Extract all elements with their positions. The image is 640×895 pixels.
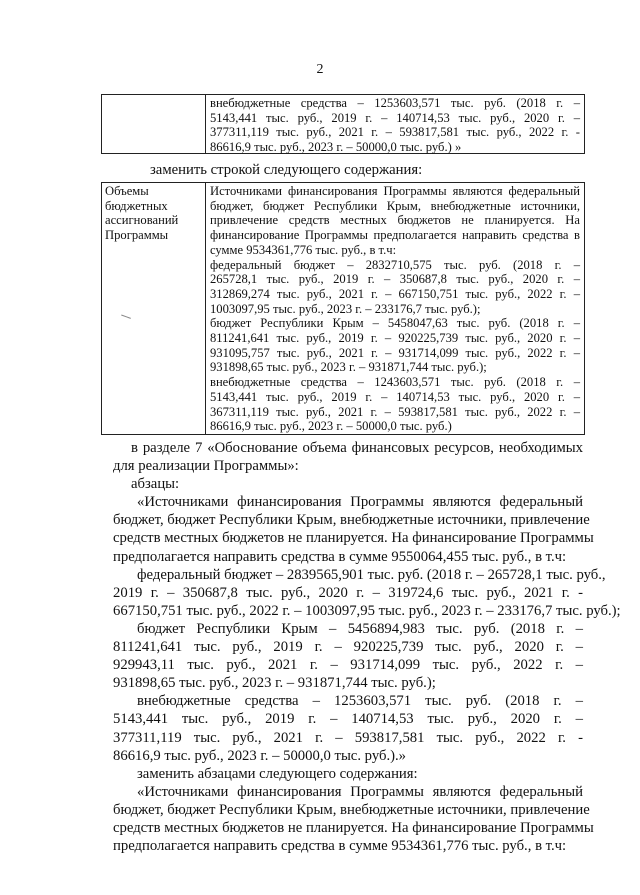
body-line: для реализации Программы»: — [113, 458, 299, 475]
table2-line: 312869,274 тыс. руб., 2021 г. – 667150,751 тыс. руб., 2022 г. – — [210, 286, 580, 301]
body-line: предполагается направить средства в сумме 9534361,776 тыс. руб., в т.ч: — [113, 838, 567, 855]
body-line: 929943,11 тыс. руб., 2021 г. – 931714,099 тыс. руб., 2022 г. – — [113, 657, 583, 674]
table2-line: 811241,641 тыс. руб., 2019 г. – 920225,739 тыс. руб., 2020 г. – — [210, 331, 580, 346]
table2-line: внебюджетные средства – 1243603,571 тыс. руб. (2018 г. – — [210, 375, 580, 390]
table1-line-text: 86616,9 тыс. руб., 2023 г. – 50000,0 тыс. руб.) — [210, 140, 452, 155]
table2-left-line: Программы — [105, 228, 169, 243]
table2-left-cell — [102, 183, 206, 434]
table2-line: бюджет Республики Крым – 5458047,63 тыс. руб. (2018 г. – — [210, 316, 580, 331]
body-line: 5143,441 тыс. руб., 2019 г. – 140714,53 тыс. руб., 2020 г. – — [113, 711, 583, 728]
table1-right-cell — [206, 95, 584, 153]
table2-left-line: бюджетных — [105, 198, 168, 213]
closing-quote: » — [454, 140, 462, 155]
body-line: 811241,641 тыс. руб., 2019 г. – 920225,739 тыс. руб., 2020 г. – — [113, 639, 583, 656]
table2-left-line: Объемы — [105, 184, 149, 198]
body-line: предполагается направить средства в сумме 9550064,455 тыс. руб., в т.ч: — [113, 548, 567, 565]
body-line: абзацы: — [131, 476, 180, 493]
body-line: «Источниками финансирования Программы являются федеральный — [137, 494, 583, 511]
body-line: «Источниками финансирования Программы являются федеральный — [137, 783, 583, 800]
table2-line: 367311,119 тыс. руб., 2021 г. – 593817,581 тыс. руб., 2022 г. – — [210, 404, 580, 419]
previous-table-row — [101, 94, 585, 154]
body-line: бюджет, бюджет Республики Крым, внебюджетные источники, привлечение — [113, 801, 590, 818]
table1-left-cell — [102, 95, 206, 153]
table1-line-last — [210, 140, 580, 155]
table1-line: 377311,119 тыс. руб., 2021 г. – 593817,581 тыс. руб., 2022 г. - — [210, 125, 580, 140]
replace-row-instruction: заменить строкой следующего содержания: — [150, 162, 423, 178]
body-line: 667150,751 тыс. руб., 2022 г. – 1003097,95 тыс. руб., 2023 г. – 233176,7 тыс. руб.); — [113, 602, 621, 619]
body-line: внебюджетные средства – 1253603,571 тыс. руб. (2018 г. – — [137, 693, 583, 710]
table2-line: финансирование Программы предполагается направить средства в — [210, 228, 580, 243]
body-line: в разделе 7 «Обоснование объема финансовых ресурсов, необходимых — [131, 440, 583, 456]
body-line: 86616,9 тыс. руб., 2023 г. – 50000,0 тыс. руб.).» — [113, 747, 407, 764]
table1-line: 5143,441 тыс. руб., 2019 г. – 140714,53 тыс. руб., 2020 г. – — [210, 110, 580, 125]
body-line: 931898,65 тыс. руб., 2023 г. – 931871,744 тыс. руб.); — [113, 675, 436, 692]
table2-line: 5143,441 тыс. руб., 2019 г. – 140714,53 тыс. руб., 2020 г. – — [210, 389, 580, 404]
body-line: 2019 г. – 350687,8 тыс. руб., 2020 г. – 319724,6 тыс. руб., 2021 г. - — [113, 584, 583, 601]
table2-line: сумме 9534361,776 тыс. руб., в т.ч: — [210, 242, 397, 257]
document-body — [113, 439, 621, 855]
table1-line: внебюджетные средства – 1253603,571 тыс. руб. (2018 г. – — [210, 96, 580, 110]
body-line: 377311,119 тыс. руб., 2021 г. – 593817,581 тыс. руб., 2022 г. - — [113, 729, 583, 746]
replacement-table-row — [101, 182, 585, 435]
table2-line: 86616,9 тыс. руб., 2023 г. – 50000,0 тыс. руб.) — [210, 419, 452, 434]
table2-right-cell — [206, 183, 584, 434]
body-line: средств местных бюджетов не планируется. На финансирование Программы — [113, 530, 594, 547]
body-line: федеральный бюджет – 2839565,901 тыс. руб. (2018 г. – 265728,1 тыс. руб., — [137, 566, 606, 583]
table2-line: привлечение средств местных бюджетов не планируется. На — [210, 213, 580, 228]
table2-line: бюджет, бюджет Республики Крым, внебюджетные источники, — [210, 198, 580, 213]
table2-line: 1003097,95 тыс. руб., 2023 г. – 233176,7 тыс. руб.); — [210, 301, 481, 316]
table2-left-line: ассигнований — [105, 213, 179, 228]
table2-line: Источниками финансирования Программы являются федеральный — [210, 184, 580, 198]
table2-line: 931898,65 тыс. руб., 2023 г. – 931871,744 тыс. руб.); — [210, 360, 487, 375]
table2-line: 265728,1 тыс. руб., 2019 г. – 350687,8 тыс. руб., 2020 г. – — [210, 272, 580, 287]
page-number: 2 — [316, 62, 324, 77]
table2-line: федеральный бюджет – 2832710,575 тыс. руб. (2018 г. – — [210, 257, 580, 272]
body-line: заменить абзацами следующего содержания: — [137, 765, 418, 782]
body-line: бюджет Республики Крым – 5456894,983 тыс. руб. (2018 г. – — [137, 620, 583, 637]
body-line: бюджет, бюджет Республики Крым, внебюджетные источники, привлечение — [113, 512, 590, 529]
table2-line: 931095,757 тыс. руб., 2021 г. – 931714,099 тыс. руб., 2022 г. – — [210, 345, 580, 360]
body-line: средств местных бюджетов не планируется. На финансирование Программы — [113, 819, 594, 836]
